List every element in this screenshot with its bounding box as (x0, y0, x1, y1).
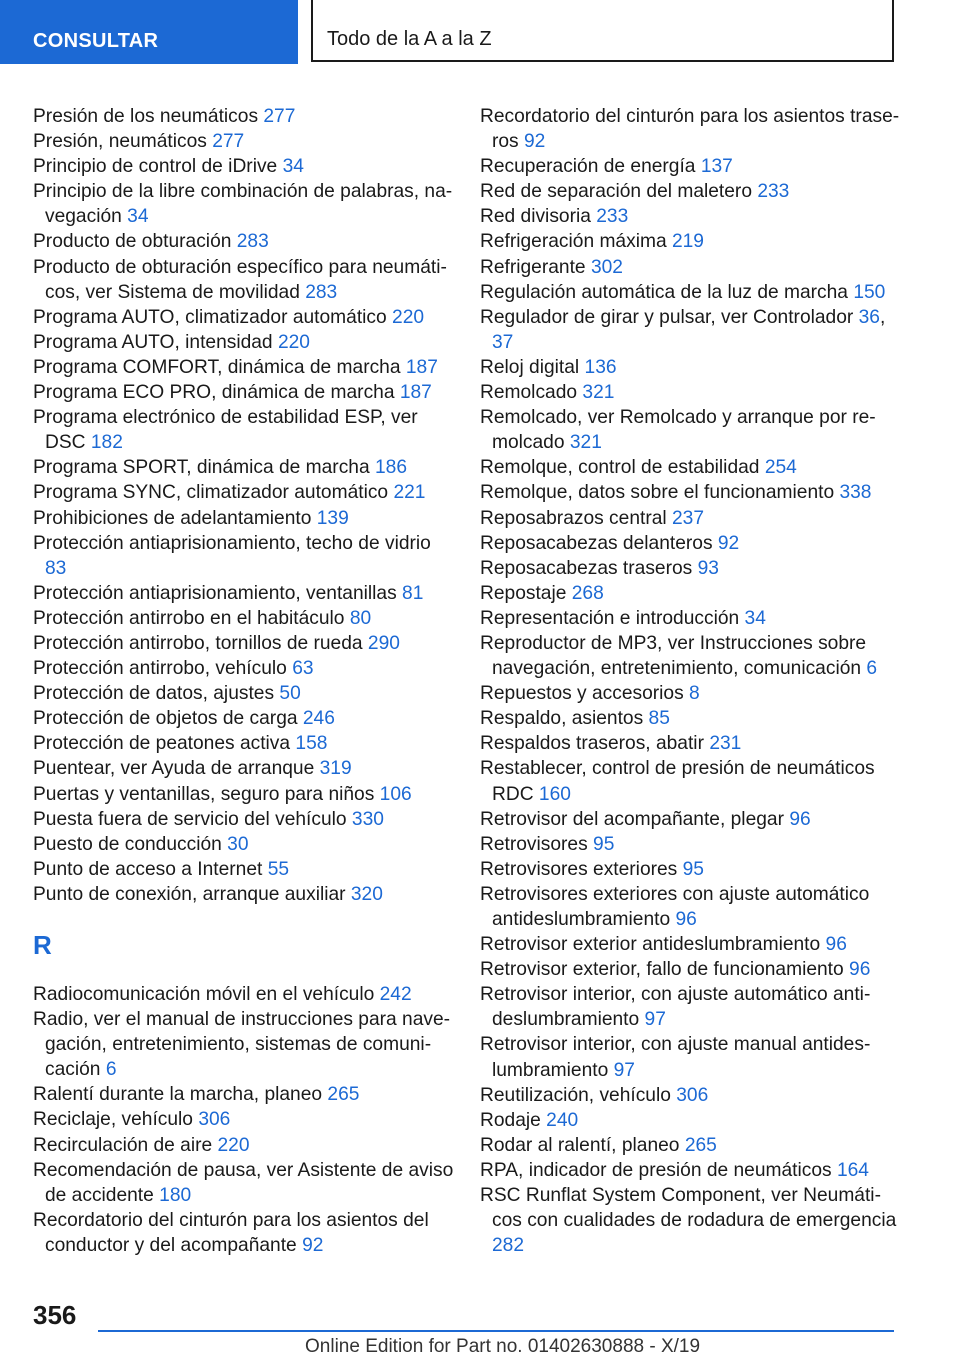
page-link[interactable]: 106 (379, 783, 412, 805)
index-entry (33, 229, 455, 254)
page-link[interactable]: 233 (757, 181, 790, 203)
index-entry (480, 932, 900, 957)
index-entry (33, 305, 455, 330)
index-entry (480, 556, 900, 581)
index-entry (480, 480, 900, 505)
page-link[interactable]: 6 (105, 1059, 117, 1081)
page-link[interactable]: 220 (277, 331, 310, 353)
index-entry (33, 255, 455, 305)
page-link[interactable]: 306 (676, 1084, 709, 1106)
index-entry-text: Producto de obturación específico para neumáticos, ver Sistema de movilidad (33, 256, 447, 303)
index-entry (480, 1183, 900, 1258)
page-link[interactable]: 92 (302, 1234, 324, 1256)
page-link[interactable]: 242 (379, 984, 412, 1005)
page-link[interactable]: 139 (316, 507, 349, 529)
page-link[interactable]: 319 (319, 758, 352, 780)
index-entry (480, 280, 900, 305)
index-entry-text: Respaldos traseros, abatir (480, 733, 704, 755)
index-entry (480, 706, 900, 731)
index-entry-text: Reciclaje, vehículo (33, 1109, 193, 1131)
page-link[interactable]: 277 (263, 106, 296, 127)
index-entry (33, 782, 455, 807)
index-entry (33, 581, 455, 606)
page-link[interactable]: 158 (295, 733, 328, 755)
index-entry-text: Principio de la libre combinación de palabras, navegación (33, 181, 453, 228)
index-entry-text: Protección de peatones activa (33, 733, 291, 755)
index-entry-text: Puentear, ver Ayuda de arranque (33, 758, 315, 780)
index-entry-text: Refrigerante (480, 256, 586, 278)
index-entry (33, 455, 455, 480)
page-link[interactable]: 136 (584, 356, 617, 378)
page-link[interactable]: 96 (849, 959, 871, 981)
index-entry-text: Representación e introducción (480, 607, 740, 629)
index-entry (480, 1032, 900, 1082)
index-entry (33, 1208, 455, 1258)
page-number: 356 (33, 1300, 77, 1330)
page-link[interactable]: 246 (302, 708, 335, 730)
index-entry-text: Retrovisor exterior antideslumbramiento (480, 934, 821, 956)
page-link[interactable]: 219 (671, 231, 704, 253)
page-link[interactable]: 8 (689, 683, 700, 705)
index-entry-text: Reproductor de MP3, ver Instrucciones sobre navegación, entretenimiento, comunicación (480, 632, 867, 680)
index-entry (33, 480, 455, 505)
index-entry (33, 631, 455, 656)
index-entry-text: Protección antirrobo, vehículo (33, 658, 287, 680)
chapter-tab (311, 0, 894, 62)
index-entry (480, 957, 900, 982)
page-link[interactable]: 36 (858, 306, 880, 328)
footer-edition: Online Edition for Part no. 01402630888 - X/19 (305, 1336, 701, 1357)
index-entry-text: Regulación automática de la luz de marcha (480, 281, 848, 303)
page-link[interactable]: 254 (764, 457, 797, 479)
index-entry (480, 355, 900, 380)
page-link[interactable]: 306 (198, 1109, 231, 1131)
page-link[interactable]: 187 (405, 356, 438, 378)
chapter-title: Todo de la A a la Z (327, 28, 492, 50)
index-entry-text: Protección de datos, ajustes (33, 683, 275, 705)
index-entry (480, 731, 900, 756)
page-link[interactable]: 92 (524, 131, 546, 153)
index-entry (480, 882, 900, 932)
page-link[interactable]: 283 (305, 281, 338, 303)
index-entry (33, 1082, 455, 1107)
index-entry-text: Reposacabezas traseros (480, 557, 693, 579)
page-link[interactable]: 321 (582, 382, 615, 404)
index-entry (33, 807, 455, 832)
index-entry (33, 656, 455, 681)
index-entry (33, 756, 455, 781)
index-entry-text: Reutilización, vehículo (480, 1084, 671, 1106)
index-entry (33, 380, 455, 405)
page-link[interactable]: 37 (492, 331, 514, 353)
index-entry (480, 380, 900, 405)
page-link[interactable]: 96 (825, 934, 847, 956)
page-link[interactable]: 330 (351, 808, 384, 830)
page-link[interactable]: 180 (159, 1184, 192, 1206)
index-entry-text: Puesto de conducción (33, 833, 222, 855)
index-entry-text: Recuperación de energía (480, 156, 696, 178)
index-entry (480, 531, 900, 556)
page-link[interactable]: 187 (399, 382, 432, 404)
page-link[interactable]: 338 (839, 482, 872, 504)
page-link[interactable]: 240 (546, 1109, 579, 1131)
index-entry (480, 681, 900, 706)
index-entry-text: Rodar al ralentí, planeo (480, 1134, 680, 1156)
index-entry-text: Recordatorio del cinturón para los asientos traseros (480, 106, 900, 153)
index-entry-text: Recomendación de pausa, ver Asistente de aviso de accidente (33, 1159, 454, 1206)
index-entry-text: Recordatorio del cinturón para los asientos del conductor y del acompañante (33, 1209, 429, 1256)
index-entry-text: Recirculación de aire (33, 1134, 213, 1156)
index-list-p (33, 104, 455, 907)
page-link[interactable]: 320 (350, 883, 383, 905)
index-entry (480, 154, 900, 179)
index-entry (33, 1007, 455, 1082)
index-entry (33, 606, 455, 631)
index-entry (480, 506, 900, 531)
page-link[interactable]: 55 (267, 858, 290, 880)
index-entry-text: Programa AUTO, climatizador automático (33, 306, 387, 328)
index-entry-text: Punto de conexión, arranque auxiliar (33, 883, 346, 905)
index-entry-text: Protección antiaprisionamiento, ventanillas (33, 582, 397, 604)
page-link[interactable]: 80 (349, 607, 372, 629)
index-entry (33, 405, 455, 455)
index-entry (33, 681, 455, 706)
index-entry (480, 807, 900, 832)
page-link[interactable]: 30 (227, 833, 249, 855)
page-link[interactable]: 290 (367, 632, 400, 654)
index-entry (480, 104, 900, 154)
page-link[interactable]: 321 (569, 432, 602, 454)
index-entry (33, 531, 455, 581)
index-column-right (480, 104, 900, 1258)
index-entry: Regulador de girar y pulsar, ver Controlador 36, 37 (480, 306, 886, 353)
page-link[interactable]: 34 (744, 607, 766, 629)
page-link[interactable]: 50 (279, 683, 301, 705)
page-link[interactable]: 283 (236, 231, 269, 253)
page-link[interactable]: 150 (853, 281, 886, 303)
index-entry-text: Refrigeración máxima (480, 231, 667, 253)
page-link[interactable]: 34 (282, 156, 304, 178)
page-link[interactable]: 186 (374, 457, 407, 479)
index-entry-text: Remolque, datos sobre el funcionamiento (480, 482, 835, 504)
index-entry-text: Rodaje (480, 1109, 541, 1131)
page-link[interactable]: 182 (90, 432, 123, 454)
page-link[interactable]: 277 (212, 131, 245, 153)
page-link[interactable]: 221 (393, 482, 426, 504)
page-link[interactable]: 220 (217, 1134, 250, 1156)
index-entry (33, 832, 455, 857)
index-entry (33, 355, 455, 380)
index-entry-text: Retrovisores exteriores con ajuste automático antideslumbramiento (480, 883, 870, 930)
index-entry-text: Protección antirrobo en el habitáculo (33, 607, 345, 629)
index-entry-text: Ralentí durante la marcha, planeo (33, 1084, 323, 1106)
index-entry-text: Regulador de girar y pulsar, ver Controlador (480, 306, 854, 328)
page-link[interactable]: 137 (700, 156, 733, 178)
index-entry-text: Protección antiaprisionamiento, techo de vidrio (33, 532, 431, 554)
index-entry-text: Reposacabezas delanteros (480, 532, 713, 554)
page-link[interactable]: 97 (644, 1009, 666, 1031)
index-entry-text: RPA, indicador de presión de neumáticos (480, 1159, 832, 1181)
page-link[interactable]: 268 (571, 582, 604, 604)
index-entry (480, 581, 900, 606)
index-entry (33, 1158, 455, 1208)
page-link[interactable]: 265 (684, 1134, 717, 1156)
index-entry (33, 1133, 455, 1158)
index-entry (480, 832, 900, 857)
index-entry (33, 179, 455, 229)
page-link[interactable]: 302 (590, 256, 623, 278)
index-entry-text: Programa COMFORT, dinámica de marcha (33, 356, 401, 378)
page-link[interactable]: 83 (45, 557, 67, 579)
page-link[interactable]: 92 (717, 532, 740, 554)
index-entry-text: Respaldo, asientos (480, 708, 644, 730)
index-entry (33, 857, 455, 882)
index-entry (33, 129, 455, 154)
page-link[interactable]: 160 (538, 783, 571, 805)
index-entry-text: Retrovisores (480, 833, 588, 855)
index-entry-text: Programa SPORT, dinámica de marcha (33, 457, 370, 479)
index-entry-text: Retrovisor del acompañante, plegar (480, 808, 784, 830)
index-entry (33, 1107, 455, 1132)
index-entry-text: Punto de acceso a Internet (33, 858, 263, 880)
index-entry (33, 506, 455, 531)
footer-divider (98, 1330, 894, 1332)
page-link[interactable]: 237 (672, 507, 705, 529)
index-entry-text: Retrovisor interior, con ajuste automático antideslumbramiento (480, 984, 871, 1031)
index-entry-text: Puertas y ventanillas, seguro para niños (33, 783, 375, 805)
index-entry (480, 1133, 900, 1158)
index-entry (33, 706, 455, 731)
page-link[interactable]: 85 (648, 708, 670, 730)
index-entry (33, 330, 455, 355)
index-entry-text: Radiocomunicación móvil en el vehículo (33, 984, 375, 1005)
index-entry-text: Prohibiciones de adelantamiento (33, 507, 312, 529)
page-link[interactable]: 282 (492, 1235, 525, 1257)
index-entry (480, 1108, 900, 1133)
index-entry (480, 405, 900, 455)
index-list-r (33, 982, 455, 1258)
index-entry-text: Presión de los neumáticos (33, 106, 259, 127)
index-entry-text: Protección antirrobo, tornillos de rueda (33, 632, 363, 654)
index-entry-text: Presión, neumáticos (33, 131, 207, 153)
index-entry (33, 154, 455, 179)
page-link[interactable]: 95 (593, 833, 615, 855)
index-entry (480, 179, 900, 204)
index-entry-text: Protección de objetos de carga (33, 708, 298, 730)
index-entry-text: Red divisoria (480, 206, 591, 228)
index-entry (33, 104, 455, 129)
index-entry (33, 982, 455, 1007)
index-entry (480, 229, 900, 254)
page-link[interactable]: 97 (613, 1059, 635, 1081)
index-entry-text: Reloj digital (480, 356, 580, 378)
index-entry-text: Repuestos y accesorios (480, 683, 684, 705)
index-entry (480, 631, 900, 681)
page-link[interactable]: 95 (682, 858, 704, 880)
index-entry-text: Producto de obturación (33, 231, 232, 253)
index-entry (480, 1158, 900, 1183)
page-link[interactable]: 63 (292, 658, 314, 680)
index-entry-text: Red de separación del maletero (480, 181, 752, 203)
index-entry (480, 756, 900, 806)
index-entry (33, 882, 455, 907)
index-entry (480, 982, 900, 1032)
section-tab (0, 0, 298, 64)
index-entry-text: Reposabrazos central (480, 507, 667, 529)
page-link[interactable]: 93 (697, 557, 719, 579)
index-list-r-continued (480, 104, 900, 1258)
section-tab-label: CONSULTAR (33, 30, 159, 52)
index-entry-text: Programa ECO PRO, dinámica de marcha (33, 382, 395, 404)
index-entry (480, 455, 900, 480)
index-entry-text: Remolcado, ver Remolcado y arranque por remolcado (480, 407, 876, 454)
index-entry-text: Restablecer, control de presión de neumáticos RDC (480, 758, 875, 805)
page-link[interactable]: 265 (327, 1084, 360, 1106)
page-link[interactable]: 231 (709, 733, 742, 755)
index-entry-text: Programa electrónico de estabilidad ESP, ver DSC (33, 407, 418, 454)
index-entry (480, 204, 900, 229)
index-entry-text: Repostaje (480, 582, 567, 604)
page-link[interactable]: 164 (836, 1159, 869, 1181)
index-entry-text: Retrovisores exteriores (480, 858, 678, 880)
index-entry-text: Retrovisor interior, con ajuste manual antideslumbramiento (480, 1034, 871, 1081)
index-entry-text: Remolcado (480, 382, 578, 404)
index-entry-text: Programa AUTO, intensidad (33, 331, 273, 353)
page-link[interactable]: 96 (675, 909, 697, 930)
index-entry-text: Remolque, control de estabilidad (480, 457, 760, 479)
page-link[interactable]: 233 (596, 206, 629, 228)
page-link[interactable]: 220 (392, 306, 425, 328)
index-entry-text: Puesta fuera de servicio del vehículo (33, 808, 347, 830)
index-entry-text: Radio, ver el manual de instrucciones para navegación, entretenimiento, sistemas de comunicación (33, 1009, 451, 1081)
index-entry (33, 731, 455, 756)
index-entry (480, 1083, 900, 1108)
index-entry-text: Programa SYNC, climatizador automático (33, 482, 389, 504)
index-entry (480, 857, 900, 882)
index-entry (480, 255, 900, 280)
index-entry-text: Retrovisor exterior, fallo de funcionamiento (480, 959, 844, 981)
page-link[interactable]: 81 (402, 582, 424, 604)
index-entry (480, 606, 900, 631)
page-link[interactable]: 6 (866, 658, 878, 680)
section-letter: R (33, 930, 52, 960)
index-entry-text: Principio de control de iDrive (33, 156, 278, 178)
page-link[interactable]: 96 (789, 808, 811, 830)
index-entry-text: RSC Runflat System Component, ver Neumáticos con cualidades de rodadura de emergencia (480, 1185, 897, 1232)
page-link[interactable]: 34 (127, 206, 149, 228)
index-column-left (33, 104, 455, 1258)
